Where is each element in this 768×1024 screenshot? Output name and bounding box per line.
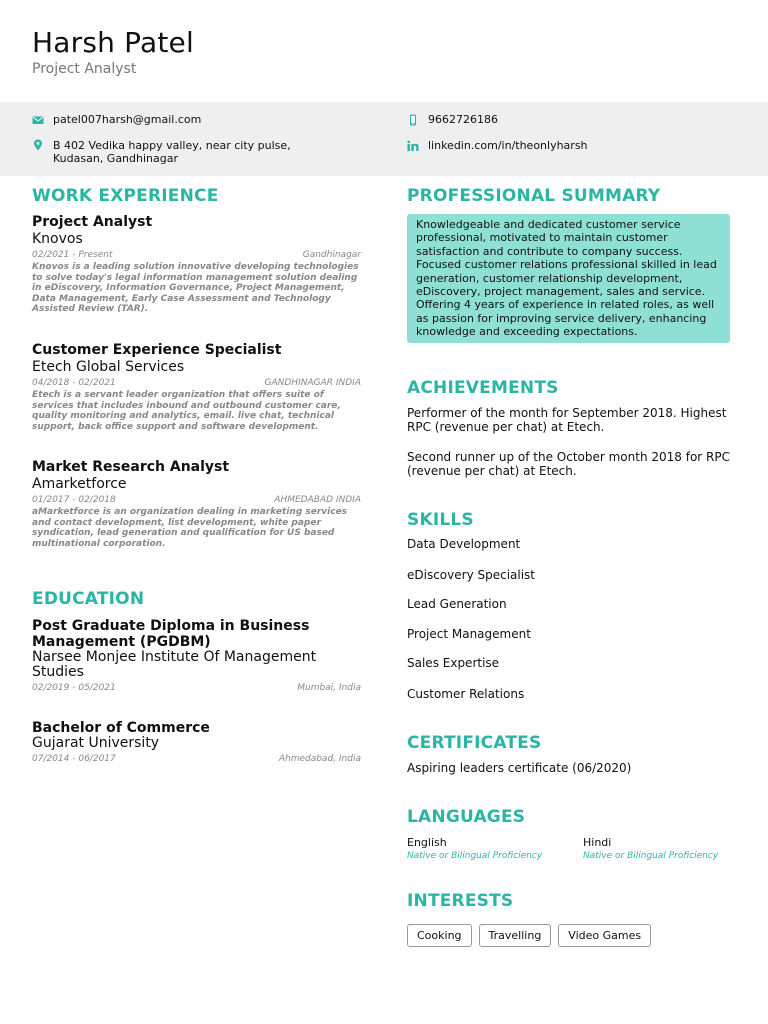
resume-header (32, 26, 194, 77)
job-dates: 02/2021 - Present (32, 250, 113, 260)
work-experience-heading: WORK EXPERIENCE (32, 186, 219, 206)
job-company: Amarketforce (32, 476, 127, 492)
edu-school: Gujarat University (32, 735, 160, 751)
job-company: Knovos (32, 231, 83, 247)
edu-dates: 02/2019 - 05/2021 (32, 683, 116, 693)
job-description: Knovos is a leading solution innovative developing technologies to solve today's legal information management solution dealing in eDiscovery, Information Governance, Project Management, Data Management, Early Case Assessment and Technology Assisted Review (TAR). (32, 262, 359, 315)
job-company: Etech Global Services (32, 359, 185, 375)
job-meta (32, 250, 361, 261)
achievement-item: Second runner up of the October month 2018 for RPC (revenue per chat) at Etech. (407, 450, 731, 478)
summary-box: Knowledgeable and dedicated customer service professional, motivated to maintain customer satisfaction and contribute to company success. Focused customer relations professional skilled in lead generation, customer relationship development, eDiscovery, project management, sales and service. Offering 4 years of experience in related roles, as well as passion for improving service delivery, enhancing knowledge and exceeding expectations. (407, 214, 730, 343)
language-level: Native or Bilingual Proficiency (583, 851, 719, 861)
job-title: Project Analyst (32, 214, 153, 230)
achievements-heading: ACHIEVEMENTS (407, 378, 559, 398)
skill-item: Project Management (407, 627, 531, 641)
skill-item: Data Development (407, 537, 521, 551)
language-entry (583, 836, 718, 861)
certificate-item: Aspiring leaders certificate (06/2020) (407, 761, 632, 775)
linkedin-icon (407, 140, 419, 152)
certificates-heading: CERTIFICATES (407, 733, 542, 753)
job-title: Customer Experience Specialist (32, 342, 282, 358)
job-dates: 01/2017 - 02/2018 (32, 495, 116, 505)
edu-degree: Post Graduate Diploma in Business Management (PGDBM) (32, 618, 310, 650)
interest-tag: Travelling (479, 924, 552, 947)
language-entry (407, 836, 542, 861)
achievement-item: Performer of the month for September 2018. Highest RPC (revenue per chat) at Etech. (407, 406, 727, 434)
interest-tag: Cooking (407, 924, 472, 947)
language-level: Native or Bilingual Proficiency (407, 851, 543, 861)
education-heading: EDUCATION (32, 589, 145, 609)
job-entry (32, 214, 361, 315)
email-text: patel007harsh@gmail.com (53, 113, 202, 126)
location-pin-icon (32, 139, 44, 151)
education-entry (32, 618, 361, 693)
interests-list (407, 924, 651, 947)
phone-text: 9662726186 (428, 113, 498, 126)
job-description: aMarketforce is an organization dealing in marketing services and contact development, list development, white paper syndication, lead generation and qualification for US based multinational corporation. (32, 507, 348, 549)
skill-item: Customer Relations (407, 687, 525, 701)
edu-dates: 07/2014 - 06/2017 (32, 754, 116, 764)
email-icon (32, 114, 44, 126)
language-name: Hindi (583, 836, 612, 849)
address-text: B 402 Vedika happy valley, near city pulse, Kudasan, Gandhinagar (53, 139, 291, 165)
skill-item: Lead Generation (407, 597, 507, 611)
job-entry (32, 459, 361, 549)
interests-heading: INTERESTS (407, 891, 514, 911)
contact-bar (0, 102, 768, 176)
edu-meta (32, 683, 361, 693)
job-location: AHMEDABAD INDIA (274, 495, 361, 505)
education-entry (32, 720, 361, 764)
skills-heading: SKILLS (407, 510, 474, 530)
linkedin-text: linkedin.com/in/theonlyharsh (428, 139, 588, 152)
candidate-name: Harsh Patel (32, 26, 194, 59)
summary-heading: PROFESSIONAL SUMMARY (407, 186, 661, 206)
job-title: Market Research Analyst (32, 459, 230, 475)
candidate-role: Project Analyst (32, 61, 137, 77)
contact-email[interactable] (32, 113, 201, 126)
contact-linkedin[interactable] (407, 139, 588, 152)
job-dates: 04/2018 - 02/2021 (32, 378, 116, 388)
edu-school: Narsee Monjee Institute Of Management Studies (32, 649, 317, 680)
job-meta (32, 495, 361, 506)
skill-item: eDiscovery Specialist (407, 568, 536, 582)
edu-degree: Bachelor of Commerce (32, 720, 210, 736)
edu-location: Mumbai, India (297, 683, 361, 693)
interest-tag: Video Games (558, 924, 651, 947)
job-description: Etech is a servant leader organization that offers suite of services that includes inbound and outbound customer care, quality monitoring and analytics, email. live chat, technical support, back office support and software development. (32, 390, 341, 432)
contact-phone[interactable] (407, 113, 498, 126)
job-location: Gandhinagar (302, 250, 361, 260)
job-location: GANDHINAGAR INDIA (264, 378, 361, 388)
phone-icon (407, 114, 419, 126)
languages-heading: LANGUAGES (407, 807, 526, 827)
skill-item: Sales Expertise (407, 656, 500, 670)
edu-location: Ahmedabad, India (278, 754, 361, 764)
job-entry (32, 342, 361, 432)
job-meta (32, 378, 361, 389)
edu-meta (32, 754, 361, 764)
language-name: English (407, 836, 447, 849)
contact-address (32, 139, 342, 165)
